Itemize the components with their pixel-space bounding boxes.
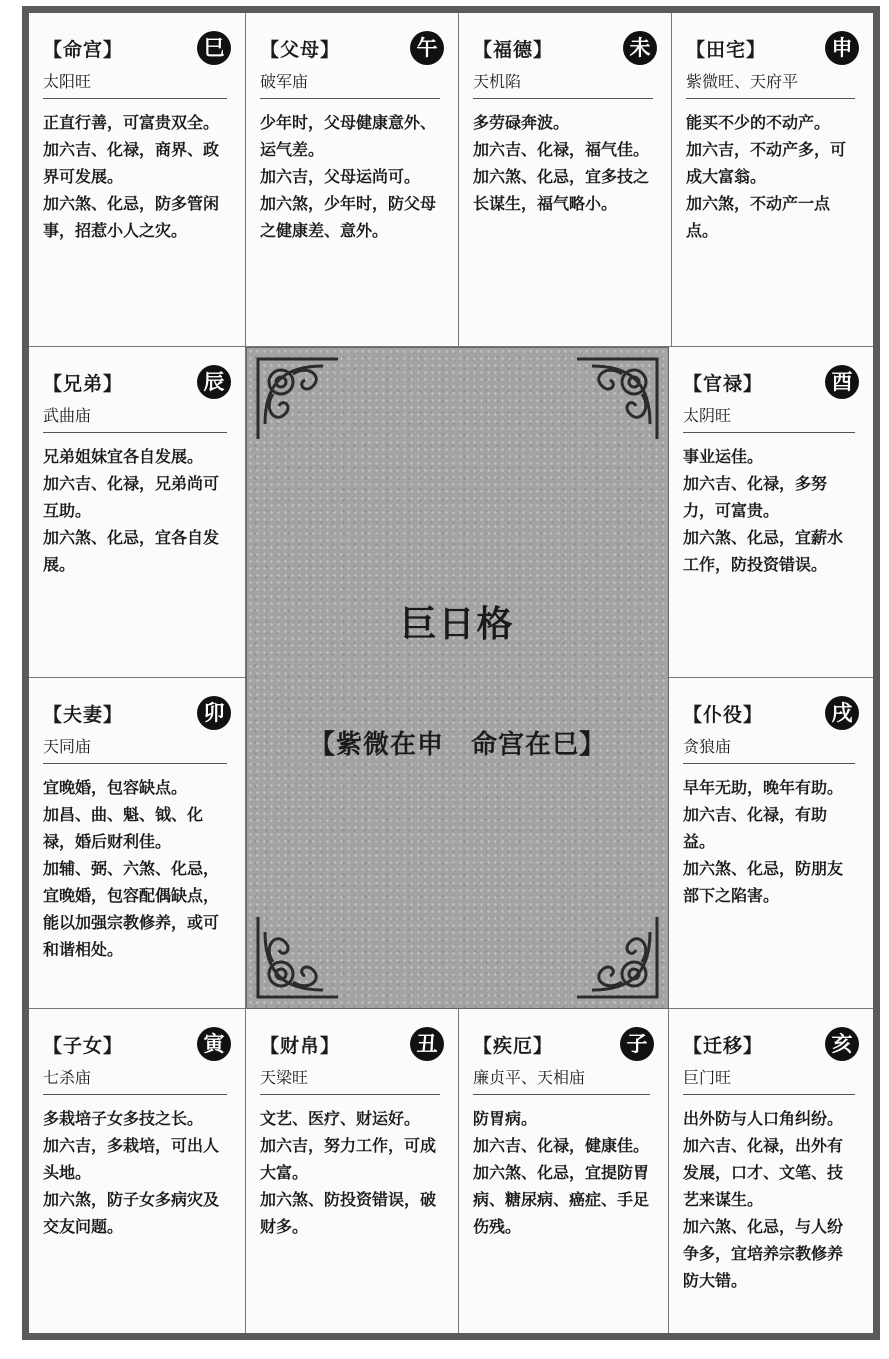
chart-title: 巨日格 — [400, 603, 515, 645]
text-line: 加六煞，防子女多病灾及交友问题。 — [43, 1190, 220, 1236]
palace-text — [43, 109, 235, 244]
branch-badge: 亥 — [825, 1027, 859, 1061]
chart-subtitle: 【紫微在申 命宫在巳】 — [308, 730, 606, 760]
palace-fuqi — [29, 678, 246, 1009]
palace-stars: 巨门旺 — [683, 1065, 855, 1095]
text-line: 加六煞、化忌，宜多技之长谋生，福气略小。 — [473, 167, 650, 213]
palace-title: 【父母】 — [260, 39, 341, 61]
corner-ornament-icon — [572, 354, 662, 444]
text-line: 加昌、曲、魁、钺、化禄，婚后财利佳。 — [43, 805, 204, 851]
text-line: 出外防与人口角纠纷。 — [683, 1109, 844, 1128]
palace-qianyi — [669, 1009, 873, 1333]
palace-fude — [459, 13, 672, 347]
palace-stars: 贪狼庙 — [683, 734, 855, 764]
text-line: 加六吉、化禄，有助益。 — [683, 805, 828, 851]
branch-badge: 戌 — [825, 696, 859, 730]
palace-title: 【兄弟】 — [43, 373, 124, 395]
text-line: 文艺、医疗、财运好。 — [260, 1109, 421, 1128]
text-line: 加六煞、化忌，防多管闲事，招惹小人之灾。 — [43, 194, 220, 240]
palace-title: 【官禄】 — [683, 373, 764, 395]
text-line: 加六煞、化忌，防朋友部下之陷害。 — [683, 859, 844, 905]
palace-stars: 七杀庙 — [43, 1065, 227, 1095]
text-line: 多栽培子女多技之长。 — [43, 1109, 204, 1128]
palace-stars: 太阴旺 — [683, 403, 855, 433]
text-line: 加六煞、化忌，宜薪水工作，防投资错误。 — [683, 528, 844, 574]
text-line: 加六吉、化禄，健康佳。 — [473, 1136, 650, 1155]
palace-title: 【夫妻】 — [43, 704, 124, 726]
text-line: 加六煞、化忌，宜提防胃病、糖尿病、癌症、手足伤残。 — [473, 1163, 650, 1236]
palace-stars: 破军庙 — [260, 69, 440, 99]
text-line: 加六煞、化忌，宜各自发展。 — [43, 528, 220, 574]
palace-stars: 太阳旺 — [43, 69, 227, 99]
text-line: 早年无助，晚年有助。 — [683, 778, 844, 797]
palace-stars: 廉贞平、天相庙 — [473, 1065, 650, 1095]
palace-text — [686, 109, 863, 244]
text-line: 加六吉、化禄，商界、政界可发展。 — [43, 140, 220, 186]
text-line: 多劳碌奔波。 — [473, 113, 570, 132]
corner-ornament-icon — [253, 354, 343, 444]
palace-text — [683, 443, 863, 578]
text-line: 加六吉、化禄，多努力，可富贵。 — [683, 474, 828, 520]
branch-badge: 丑 — [410, 1027, 444, 1061]
palace-text — [473, 109, 661, 217]
palace-text — [43, 774, 235, 963]
palace-title: 【田宅】 — [686, 39, 767, 61]
chart-frame — [22, 6, 880, 1340]
palace-title: 【疾厄】 — [473, 1035, 554, 1057]
branch-badge: 巳 — [197, 31, 231, 65]
text-line: 事业运佳。 — [683, 447, 764, 466]
branch-badge: 未 — [623, 31, 657, 65]
palace-title: 【仆役】 — [683, 704, 764, 726]
text-line: 加辅、弼、六煞、化忌，宜晚婚，包容配偶缺点，能以加强宗教修养，或可和谐相处。 — [43, 859, 220, 959]
palace-zinv — [29, 1009, 246, 1333]
branch-badge: 酉 — [825, 365, 859, 399]
palace-text — [473, 1105, 658, 1240]
text-line: 能买不少的不动产。 — [686, 113, 831, 132]
text-line: 少年时，父母健康意外、运气差。 — [260, 113, 437, 159]
text-line: 加六吉、化禄，出外有发展，口才、文笔、技艺来谋生。 — [683, 1136, 844, 1209]
palace-title: 【子女】 — [43, 1035, 124, 1057]
palace-title: 【命宫】 — [43, 39, 124, 61]
text-line: 宜晚婚，包容缺点。 — [43, 778, 188, 797]
palace-title: 【福德】 — [473, 39, 554, 61]
text-line: 加六煞，少年时，防父母之健康差、意外。 — [260, 194, 437, 240]
text-line: 加六吉，多栽培，可出人头地。 — [43, 1136, 220, 1182]
text-line: 加六煞、化忌，与人纷争多，宜培养宗教修养防大错。 — [683, 1217, 844, 1290]
palace-fumu — [246, 13, 459, 347]
palace-text — [683, 774, 863, 909]
palace-stars: 天机陷 — [473, 69, 653, 99]
text-line: 正直行善，可富贵双全。 — [43, 113, 220, 132]
palace-stars: 天梁旺 — [260, 1065, 440, 1095]
palace-title: 【财帛】 — [260, 1035, 341, 1057]
branch-badge: 午 — [410, 31, 444, 65]
text-line: 加六吉，父母运尚可。 — [260, 167, 421, 186]
palace-caibo — [246, 1009, 459, 1333]
palace-puyi — [669, 678, 873, 1009]
palace-stars: 天同庙 — [43, 734, 227, 764]
branch-badge: 辰 — [197, 365, 231, 399]
text-line: 加六煞、防投资错误，破财多。 — [260, 1190, 437, 1236]
palace-text — [683, 1105, 863, 1294]
center-panel — [246, 347, 669, 1009]
palace-xiongdi — [29, 347, 246, 678]
palace-tianzhai — [672, 13, 873, 347]
palace-title: 【迁移】 — [683, 1035, 764, 1057]
text-line: 兄弟姐妹宜各自发展。 — [43, 447, 204, 466]
palace-guanlu — [669, 347, 873, 678]
text-line: 加六煞，不动产一点点。 — [686, 194, 831, 240]
branch-badge: 申 — [825, 31, 859, 65]
palace-text — [43, 443, 235, 578]
palace-text — [260, 109, 448, 244]
text-line: 加六吉、化禄，兄弟尚可互助。 — [43, 474, 220, 520]
corner-ornament-icon — [572, 912, 662, 1002]
text-line: 防胃病。 — [473, 1109, 538, 1128]
branch-badge: 子 — [620, 1027, 654, 1061]
branch-badge: 寅 — [197, 1027, 231, 1061]
text-line: 加六吉，不动产多，可成大富翁。 — [686, 140, 847, 186]
palace-jie — [459, 1009, 669, 1333]
branch-badge: 卯 — [197, 696, 231, 730]
corner-ornament-icon — [253, 912, 343, 1002]
palace-ming — [29, 13, 246, 347]
text-line: 加六吉、化禄，福气佳。 — [473, 140, 650, 159]
text-line: 加六吉，努力工作，可成大富。 — [260, 1136, 437, 1182]
palace-text — [260, 1105, 448, 1240]
palace-stars: 紫微旺、天府平 — [686, 69, 855, 99]
palace-text — [43, 1105, 235, 1240]
palace-stars: 武曲庙 — [43, 403, 227, 433]
